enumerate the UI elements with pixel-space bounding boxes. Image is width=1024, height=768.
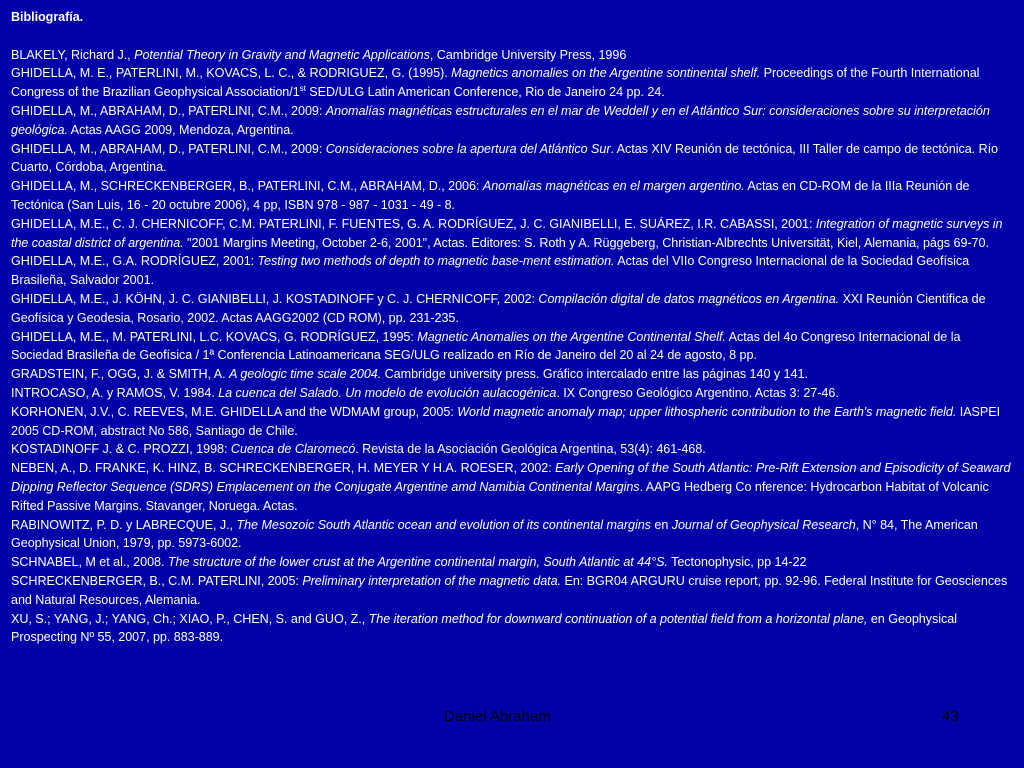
reference-it2: Journal of Geophysical Research — [671, 517, 856, 532]
reference-pre: KORHONEN, J.V., C. REEVES, M.E. GHIDELLA and the WDMAM group, 2005: — [11, 404, 458, 419]
reference-it: The iteration method for downward continuation of a potential field from a horizontal plane, — [368, 611, 868, 626]
reference-post: Tectonophysic, pp 14-22 — [667, 555, 807, 570]
reference-it: Anomalías magnéticas en el margen argentino. — [482, 179, 745, 194]
reference-entry — [11, 252, 1015, 290]
footer-author: Daniel Abraham — [444, 708, 551, 725]
reference-it: The structure of the lower crust at the Argentine continental margin, South Atlantic at 44°S. — [167, 555, 668, 570]
reference-pre: RABINOWITZ, P. D. y LABRECQUE, J., — [11, 517, 237, 532]
reference-entry — [11, 215, 1015, 253]
reference-pre: GHIDELLA, M.E., G.A. RODRÍGUEZ, 2001: — [11, 254, 258, 269]
reference-post: en Geophysical Prospecting Nº 55, 2007, pp. 883-889. — [11, 611, 957, 645]
reference-pre: KOSTADINOFF J. & C. PROZZI, 1998: — [11, 442, 231, 457]
reference-post: "2001 Margins Meeting, October 2-6, 2001", Actas. Editores: S. Roth y A. Rüggeberg, Christian-Albrechts Universität, Kiel, Alemania, págs 69-70. — [183, 235, 989, 250]
reference-it: Integration of magnetic surveys in the coastal district of argentina. — [11, 216, 1003, 250]
reference-post: . Actas XIV Reunión de tectónica, III Taller de campo de tectónica. Río Cuarto, Córdoba, Argentina. — [11, 141, 999, 175]
reference-pre: GHIDELLA, M.E., C. J. CHERNICOFF, C.M. PATERLINI, F. FUENTES, G. A. RODRÍGUEZ, J. C. GIANIBELLI, E. SUÁREZ, I.R. CABASSI, 2001: — [11, 216, 816, 231]
reference-entry — [11, 384, 1015, 403]
reference-it: Consideraciones sobre la apertura del Atlántico Sur — [325, 141, 611, 156]
reference-entry — [11, 403, 1015, 441]
reference-it: Early Opening of the South Atlantic: Pre-Rift Extension and Episodicity of Seaward Dipping Reflector Sequence (SDRS) Emplacement on the Conjugate Argentine amd Namibia Continental Margins — [11, 461, 1011, 494]
reference-post: . AAPG Hedberg Co nference: Hydrocarbon Habitat of Volcanic Rifted Passive Margins. Stavanger, Noruega. Actas. — [11, 479, 989, 513]
reference-post: XXI Reunión Científica de Geofísica y Geodesia, Rosario, 2002. Actas AAGG2002 (CD ROM), pp. 231-235. — [11, 291, 986, 325]
reference-entry — [11, 516, 1015, 554]
reference-list — [11, 46, 1015, 648]
reference-post: Actas del VIIo Congreso Internacional de la Sociedad Geofísica Brasileña, Salvador 2001. — [11, 254, 970, 288]
reference-entry — [11, 572, 1015, 610]
reference-it: Potential Theory in Gravity and Magnetic Applications — [134, 47, 430, 62]
reference-pre: GHIDELLA, M., ABRAHAM, D., PATERLINI, C.M., 2009: — [11, 141, 326, 156]
reference-post: , Cambridge University Press, 1996 — [429, 47, 627, 62]
reference-entry — [11, 440, 1015, 459]
reference-entry — [11, 610, 1015, 648]
reference-pre: GHIDELLA, M., SCHRECKENBERGER, B., PATERLINI, C.M., ABRAHAM, D., 2006: — [11, 179, 483, 194]
reference-pre: GHIDELLA, M., ABRAHAM, D., PATERLINI, C.M., 2009: — [11, 103, 326, 118]
reference-entry — [11, 46, 1015, 65]
reference-it: La cuenca del Salado. Un modelo de evolución aulacogénica — [218, 385, 557, 400]
reference-pre: SCHNABEL, M et al., 2008. — [11, 555, 168, 570]
reference-post: Cambridge university press. Gráfico intercalado entre las páginas 140 y 141. — [381, 367, 808, 382]
reference-entry — [11, 328, 1015, 366]
reference-entry — [11, 365, 1015, 384]
slide-title: Bibliografía. — [11, 10, 84, 24]
reference-it: Testing two methods of depth to magnetic base-ment estimation. — [257, 254, 615, 269]
reference-post: en — [650, 517, 672, 532]
reference-entry — [11, 140, 1015, 178]
reference-it: Magnetic Anomalies on the Argentine Continental Shelf. — [417, 329, 726, 344]
reference-sup: st — [299, 84, 306, 93]
reference-entry — [11, 102, 1015, 140]
reference-pre: SCHRECKENBERGER, B., C.M. PATERLINI, 2005: — [11, 573, 303, 588]
reference-post: Actas del 4o Congreso Internacional de la Sociedad Brasileña de Geofísica / 1ª Conferencia Latinoamericana SEG/ULG realizado en Río de Janeiro del 20 al 24 de agosto, 8 pp. — [11, 329, 961, 363]
reference-pre: GHIDELLA, M.E., J. KÖHN, J. C. GIANIBELLI, J. KOSTADINOFF y C. J. CHERNICOFF, 2002: — [11, 291, 539, 306]
reference-it: Cuenca de Claromecó — [230, 442, 356, 457]
reference-post: . IX Congreso Geológico Argentino. Actas 3: 27-46. — [556, 385, 839, 400]
reference-entry — [11, 177, 1015, 215]
reference-post: Actas AAGG 2009, Mendoza, Argentina. — [67, 122, 294, 137]
reference-it: Magnetics anomalies on the Argentine sontinental shelf. — [451, 66, 761, 81]
reference-post: En: BGR04 ARGURU cruise report, pp. 92-96. Federal Institute for Geosciences and Natural Resources, Alemania. — [11, 573, 1008, 607]
reference-post: IASPEI 2005 CD-ROM, abstract No 586, Santiago de Chile. — [11, 404, 1001, 438]
reference-it: Anomalías magnéticas estructurales en el mar de Weddell y en el Atlántico Sur: consideraciones sobre su interpretación geológica. — [11, 103, 990, 137]
reference-post2: , N° 84, The American Geophysical Union, 1979, pp. 5973-6002. — [11, 517, 978, 551]
reference-post: . Revista de la Asociación Geológica Argentina, 53(4): 461-468. — [355, 442, 706, 457]
reference-entry — [11, 459, 1015, 515]
reference-pre: INTROCASO, A. y RAMOS, V. 1984. — [11, 385, 219, 400]
reference-post: Proceedings of the Fourth International Congress of the Brazilian Geophysical Association/1 — [11, 66, 980, 100]
reference-pre: GHIDELLA, M. E., PATERLINI, M., KOVACS, L. C., & RODRIGUEZ, G. (1995). — [11, 66, 452, 81]
reference-pre: NEBEN, A., D. FRANKE, K. HINZ, B. SCHRECKENBERGER, H. MEYER Y H.A. ROESER, 2002: — [11, 461, 556, 476]
reference-entry — [11, 64, 1015, 102]
page-number: 43 — [942, 708, 959, 725]
reference-pre: GRADSTEIN, F., OGG, J. & SMITH, A. — [11, 367, 229, 382]
reference-it: Preliminary interpretation of the magnetic data. — [302, 573, 562, 588]
reference-it: Compilación digital de datos magnéticos en Argentina. — [538, 291, 840, 306]
reference-entry — [11, 553, 1015, 572]
bibliography-content — [11, 8, 1015, 647]
reference-pre: GHIDELLA, M.E., M. PATERLINI, L.C. KOVACS, G. RODRÍGUEZ, 1995: — [11, 329, 418, 344]
reference-it: World magnetic anomaly map; upper lithospheric contribution to the Earth's magnetic field. — [457, 404, 957, 419]
reference-it: The Mesozoic South Atlantic ocean and evolution of its continental margins — [236, 517, 651, 532]
reference-post: Actas en CD-ROM de la IIIa Reunión de Tectónica (San Luis, 16 - 20 octubre 2006), 4 pp, ISBN 978 - 987 - 1031 - 49 - 8. — [11, 179, 970, 212]
reference-entry — [11, 290, 1015, 328]
reference-pre: BLAKELY, Richard J., — [11, 47, 135, 62]
reference-post2: SED/ULG Latin American Conference, Rio de Janeiro 24 pp. 24. — [305, 85, 665, 100]
reference-it: A geologic time scale 2004. — [228, 367, 382, 382]
reference-pre: XU, S.; YANG, J.; YANG, Ch.; XIAO, P., CHEN, S. and GUO, Z., — [11, 611, 369, 626]
